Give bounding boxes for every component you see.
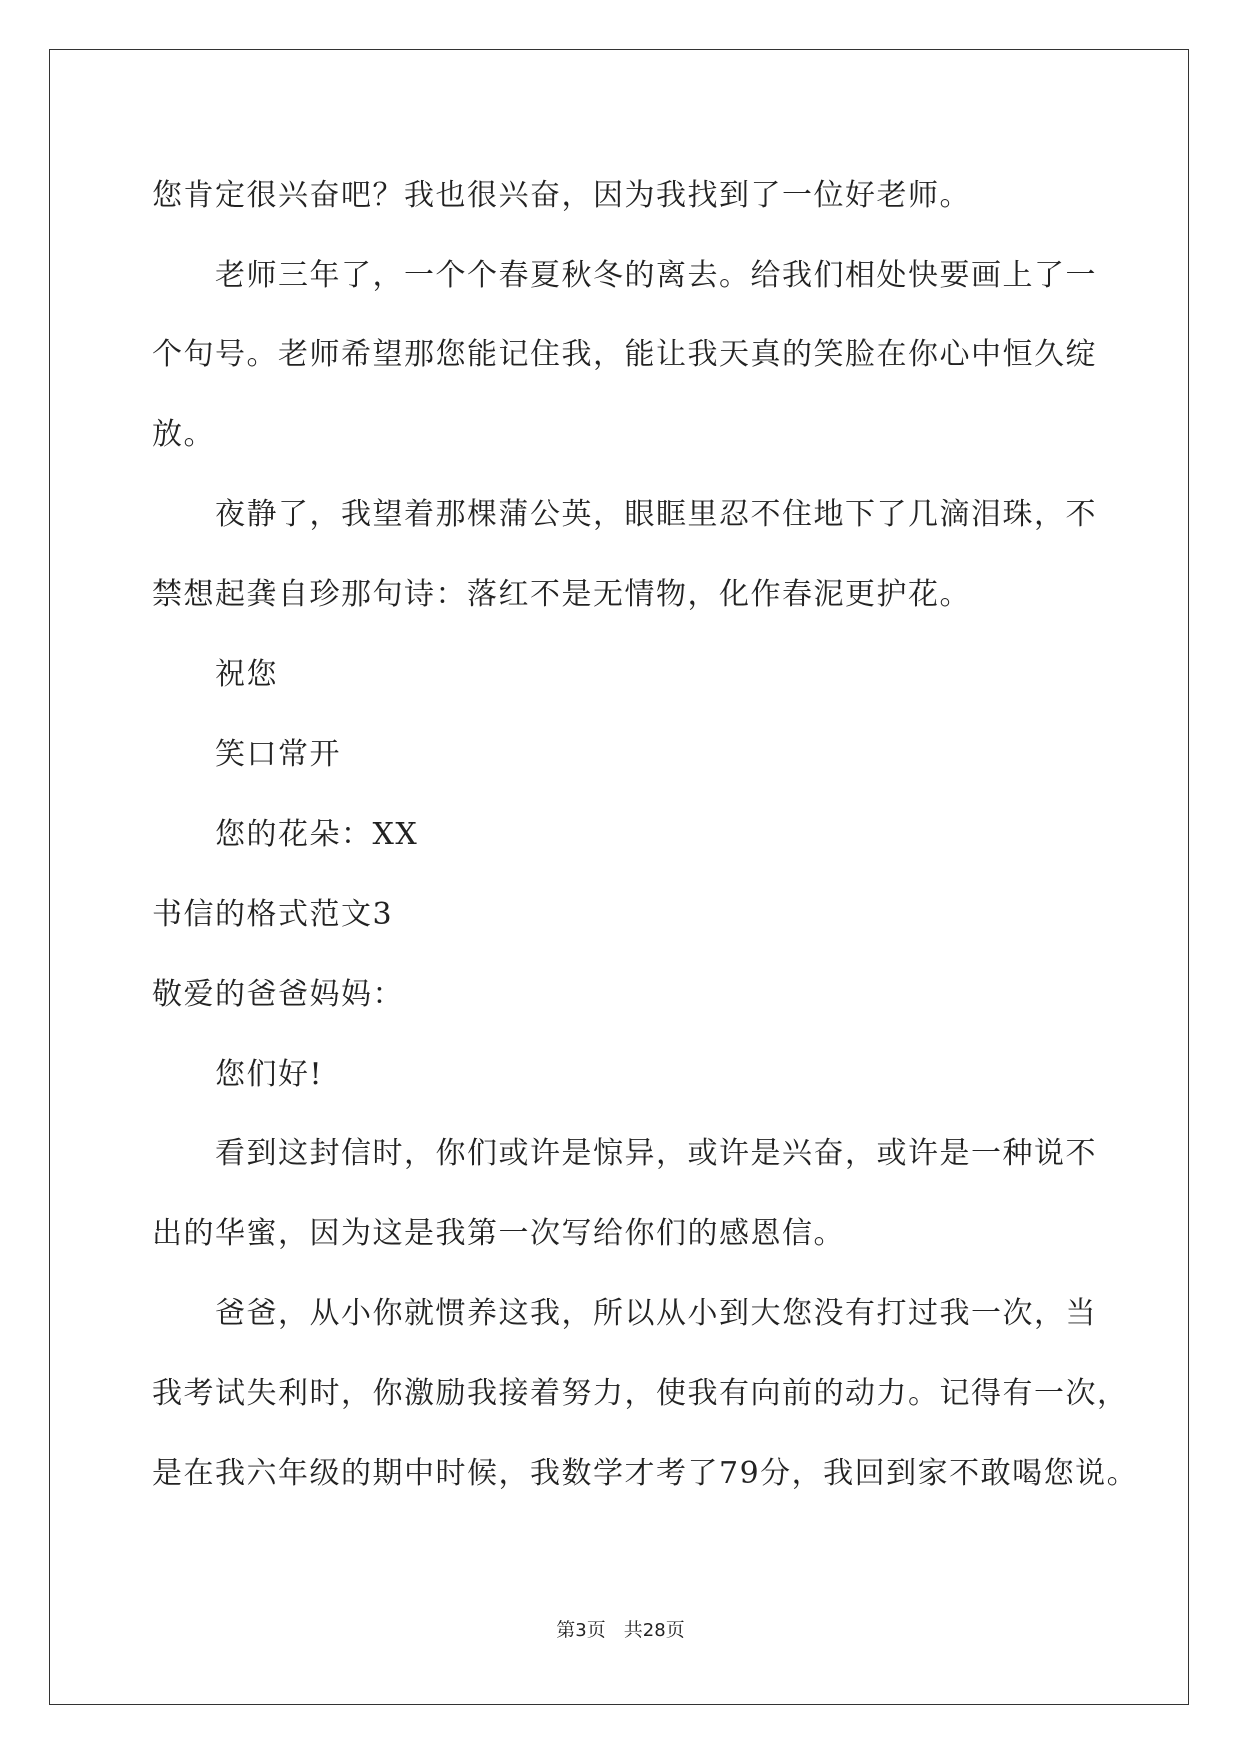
body-line-10: 我考试失利时，你激励我接着努力，使我有向前的动力。记得有一次， [152, 1376, 1129, 1411]
body-line-9: 爸爸，从小你就惯养这我，所以从小到大您没有打过我一次，当 [215, 1296, 1097, 1331]
footer-total-suffix: 页 [665, 1619, 685, 1641]
footer-page-suffix: 页 [586, 1619, 606, 1641]
salutation: 敬爱的爸爸妈妈： [152, 977, 404, 1012]
body-line-3: 个句号。老师希望那您能记住我，能让我天真的笑脸在你心中恒久绽 [152, 337, 1097, 372]
footer-page-number: 3 [575, 1620, 587, 1641]
signature-line: 您的花朵：XX [215, 817, 419, 852]
body-line-5: 夜静了，我望着那棵蒲公英，眼眶里忍不住地下了几滴泪珠，不 [215, 497, 1097, 532]
body-line-11: 是在我六年级的期中时候，我数学才考了79分，我回到家不敢喝您说。 [152, 1456, 1139, 1491]
footer-total-prefix: 共 [623, 1619, 643, 1641]
body-line-6: 禁想起龚自珍那句诗：落红不是无情物，化作春泥更护花。 [152, 577, 971, 612]
closing-blessing: 笑口常开 [215, 737, 341, 772]
section-heading: 书信的格式范文3 [152, 897, 394, 932]
body-line-1: 您肯定很兴奋吧？我也很兴奋，因为我找到了一位好老师。 [152, 178, 971, 213]
body-line-4: 放。 [152, 417, 215, 452]
body-line-2: 老师三年了，一个个春夏秋冬的离去。给我们相处快要画上了一 [215, 258, 1097, 293]
closing-wish: 祝您 [215, 657, 278, 692]
body-line-7: 看到这封信时，你们或许是惊异，或许是兴奋，或许是一种说不 [215, 1136, 1097, 1171]
page-footer [0, 1618, 1241, 1643]
body-line-8: 出的华蜜，因为这是我第一次写给你们的感恩信。 [152, 1216, 845, 1251]
greeting: 您们好! [215, 1057, 324, 1092]
footer-total-number: 28 [642, 1620, 666, 1641]
footer-page-prefix: 第 [556, 1619, 576, 1641]
